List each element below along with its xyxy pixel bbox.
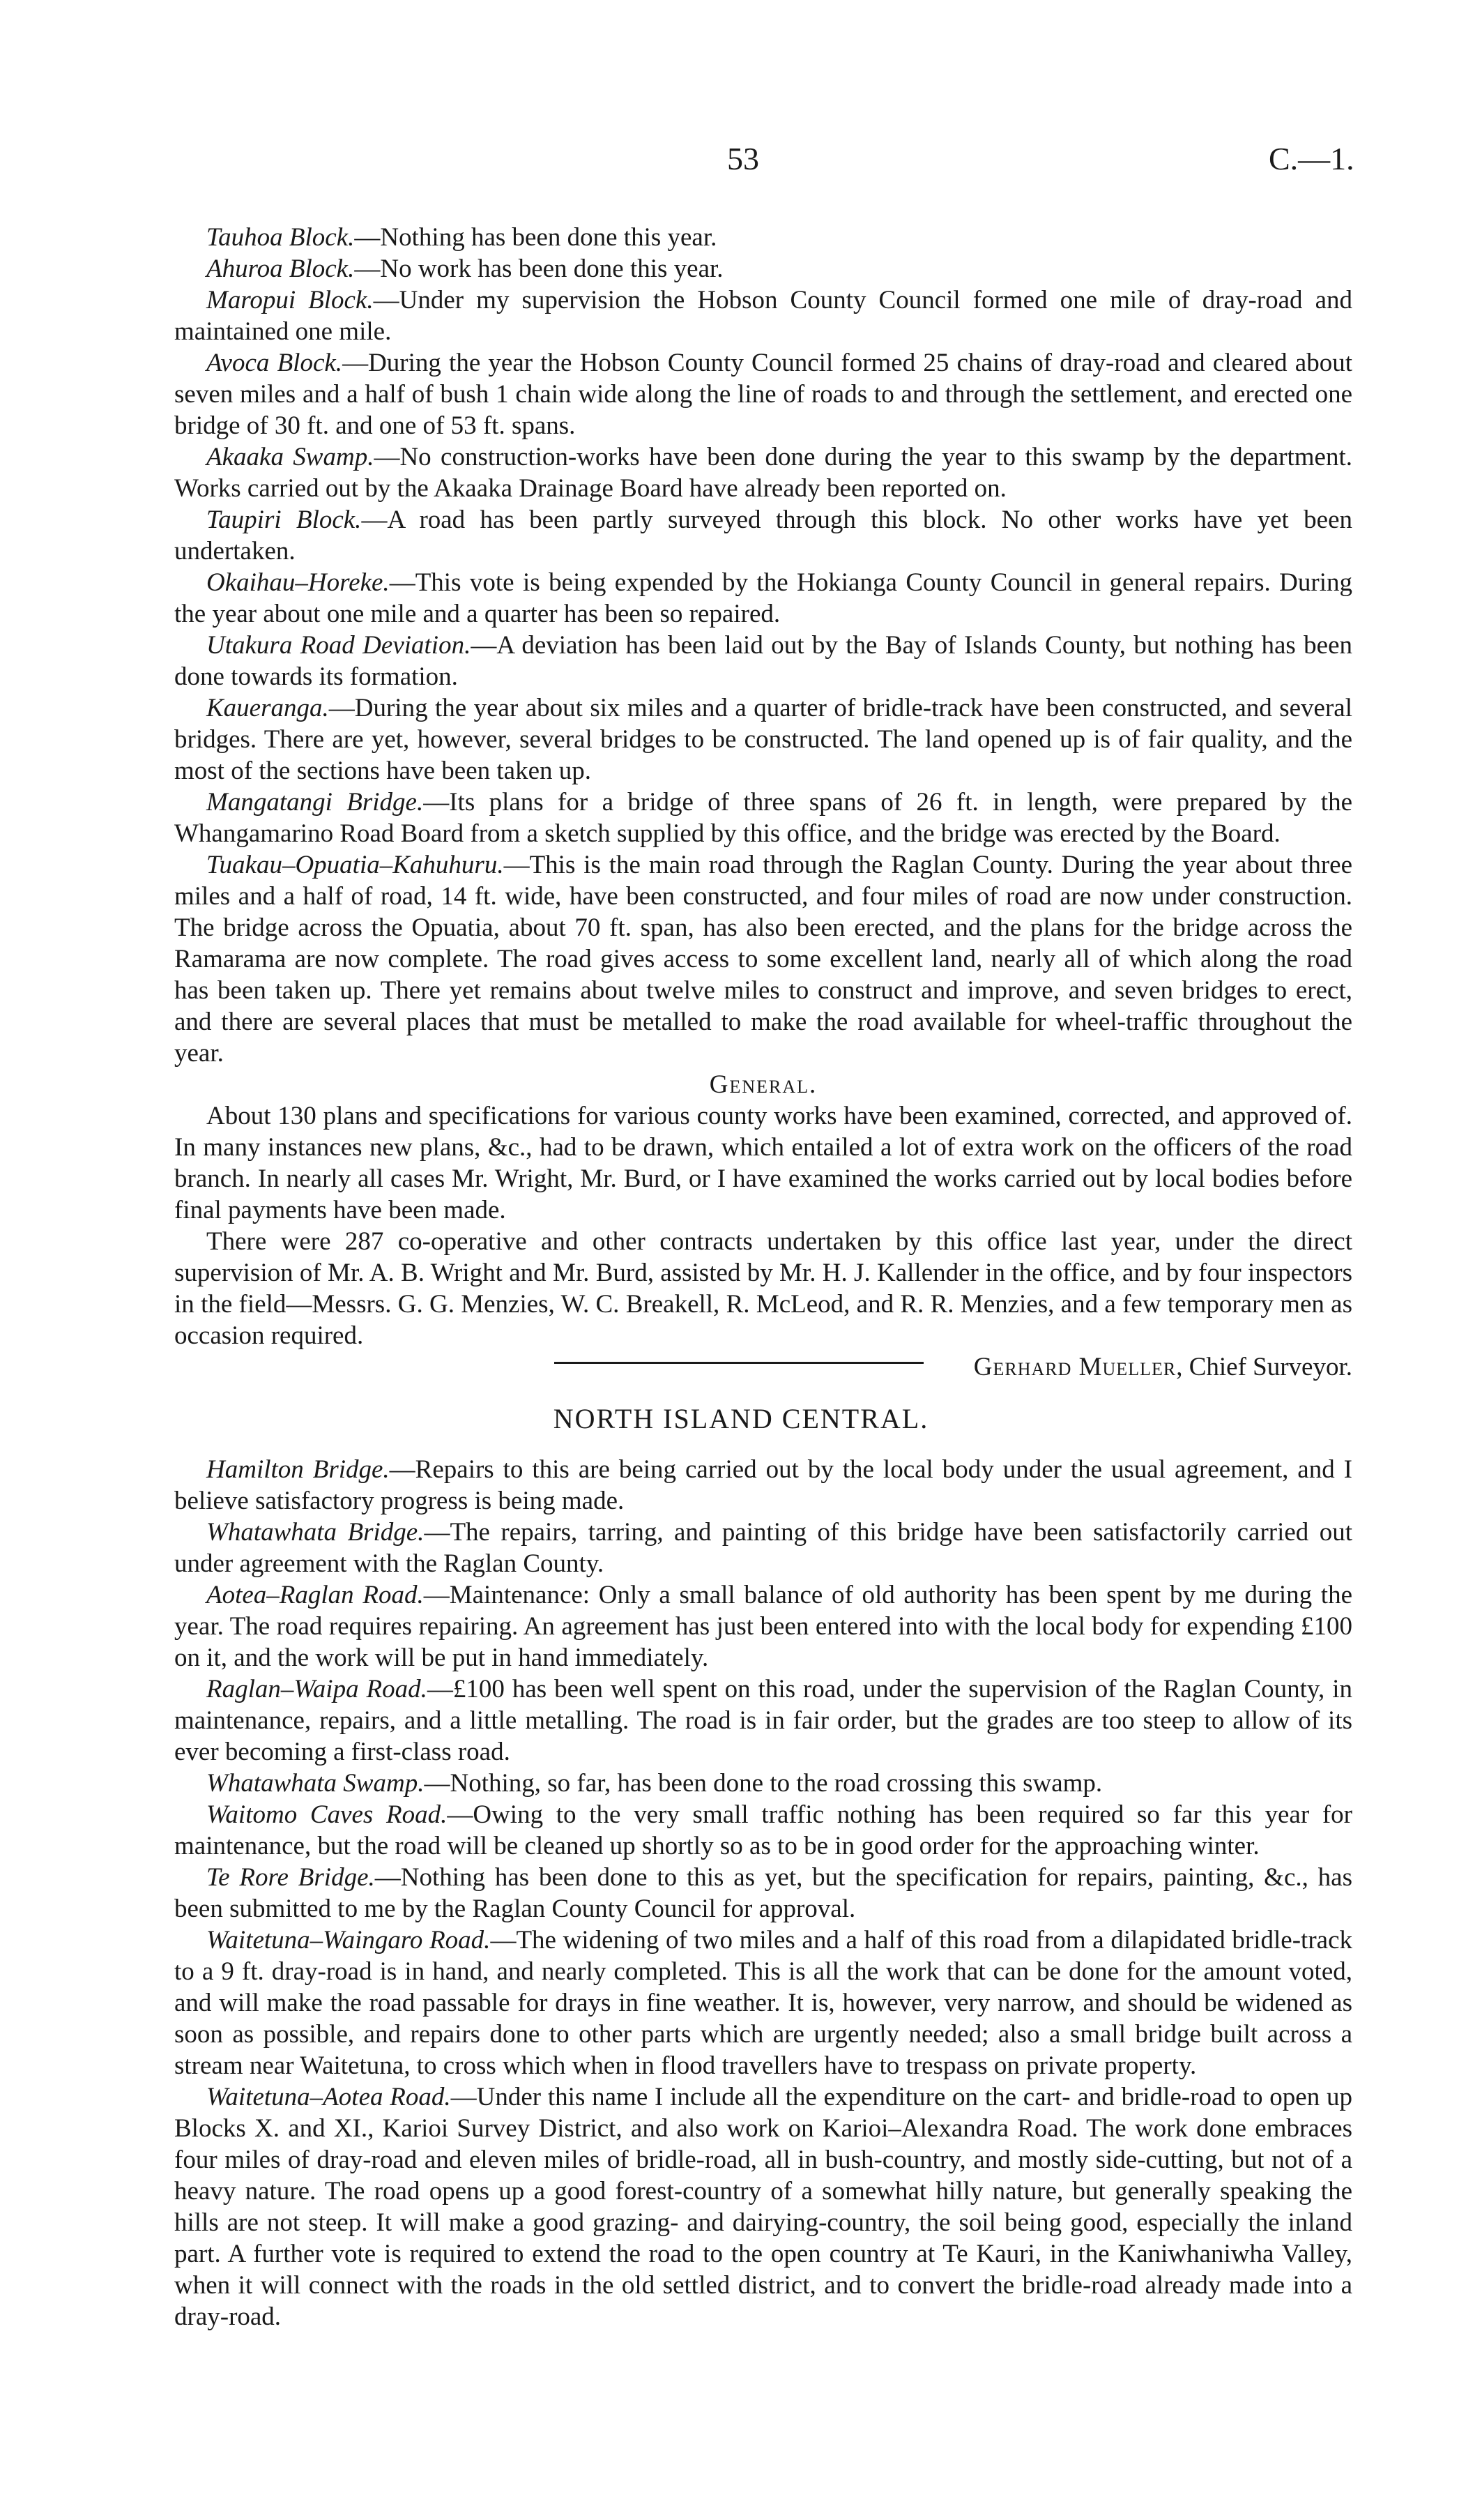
paragraph: [174, 692, 1352, 787]
paragraph-text: —Nothing, so far, has been done to the road crossing this swamp.: [424, 1769, 1103, 1798]
section-divider: [554, 1362, 924, 1364]
paragraph-text: —This is the main road through the Raglan County. During the year about three miles and a half of road, 14 ft. wide, have been constructed, and four miles of road are now under construction. The bridge across the Opuatia, about 70 ft. span, has also been erected, and the plans for the bridge across the Ramarama are now complete. The road gives access to some excellent land, nearly all of which along the road has been taken up. There yet remains about twelve miles to construct and improve, and seven bridges to erect, and there are several places that must be metalled to make the road available for wheel-traffic throughout the year.: [174, 851, 1352, 1068]
paragraph-title: Whatawhata Bridge.: [206, 1518, 425, 1547]
paragraph-text: —£100 has been well spent on this road, under the supervision of the Raglan County, in maintenance, repairs, and a little metalling. The road is in fair order, but the grades are too steep to allow of its ever becoming a first-class road.: [174, 1675, 1352, 1766]
paragraph-title: Hamilton Bridge.: [206, 1455, 390, 1484]
paper-code: C.—1.: [1269, 141, 1354, 176]
paragraph: [174, 253, 1352, 284]
paragraph-title: Waitetuna–Waingaro Road.: [206, 1926, 491, 1954]
paragraph: [174, 504, 1352, 567]
general-paragraph: There were 287 co-operative and other contracts undertaken by this office last year, under the direct supervision of Mr. A. B. Wright and Mr. Burd, assisted by Mr. H. J. Kallender in the office, and by four inspectors in the field—Messrs. G. G. Menzies, W. C. Breakell, R. McLeod, and R. R. Menzies, and a few temporary men as occasion required.: [174, 1227, 1352, 1350]
paragraph-text: —Under this name I include all the expenditure on the cart- and bridle-road to open up Blocks X. and XI., Karioi Survey District, and also work on Karioi–Alexandra Road. The work done embraces four miles of dray-road and eleven miles of bridle-road, all in bush-country, and mostly side-cutting, but not of a heavy nature. The road opens up a good forest-country of a somewhat hilly nature, but generally speaking the hills are not steep. It will make a good grazing- and dairying-country, the soil being good, especially the inland part. A further vote is required to extend the road to the open country at Te Kauri, in the Kaniwhaniwha Valley, when it will connect with the roads in the old settled district, and to convert the bridle-road already made into a dray-road.: [174, 2083, 1352, 2331]
paragraph: [174, 1673, 1352, 1768]
paragraph: [174, 1454, 1352, 1517]
paragraph-title: Tauhoa Block.: [206, 223, 355, 252]
paragraph-text: —The repairs, tarring, and painting of this bridge have been satisfactorily carried out under agreement with the Raglan County.: [174, 1518, 1352, 1578]
paragraph-title: Waitomo Caves Road.: [206, 1800, 448, 1829]
paragraph: [174, 1925, 1352, 2081]
paragraph-title: Okaihau–Horeke.: [206, 568, 390, 597]
section-2: [174, 1454, 1352, 2332]
paragraph-title: Waitetuna–Aotea Road.: [206, 2083, 451, 2111]
paragraph-text: —During the year about six miles and a quarter of bridle-track have been constructed, and several bridges. There are yet, however, several bridges to be constructed. The land opened up is of fair quality, and the most of the sections have been taken up.: [174, 694, 1352, 785]
paragraph: [174, 1768, 1352, 1799]
signature-name: Gerhard Mueller: [973, 1353, 1177, 1381]
paragraph-title: Akaaka Swamp.: [206, 443, 374, 471]
paragraph-title: Taupiri Block.: [206, 506, 362, 534]
paragraph-text: —Nothing has been done this year.: [354, 223, 717, 252]
paragraph: [174, 567, 1352, 630]
paragraph-title: Whatawhata Swamp.: [206, 1769, 425, 1798]
paragraph-text: —No work has been done this year.: [354, 255, 724, 283]
paragraph: [174, 2081, 1352, 2332]
paragraph-text: —During the year the Hobson County Council formed 25 chains of dray-road and cleared about seven miles and a half of bush 1 chain wide along the line of roads to and through the settlement, and erected one bridge of 30 ft. and one of 53 ft. spans.: [174, 349, 1352, 440]
paragraph: [174, 1517, 1352, 1579]
section-2-title: NORTH ISLAND CENTRAL.: [553, 1403, 929, 1434]
paragraph: [174, 222, 1352, 253]
paragraph: [174, 630, 1352, 692]
paragraph-title: Avoca Block.: [206, 349, 343, 377]
paragraph: [174, 1862, 1352, 1925]
paragraph: [174, 441, 1352, 504]
general-heading: General.: [709, 1070, 818, 1099]
paragraph-text: —Repairs to this are being carried out by the local body under the usual agreement, and I believe satisfactory progress is being made.: [174, 1455, 1352, 1515]
paragraph-text: —A road has been partly surveyed through this block. No other works have yet been undertaken.: [174, 506, 1352, 566]
paragraph-title: Te Rore Bridge.: [206, 1863, 375, 1892]
paragraph-text: —A deviation has been laid out by the Bay of Islands County, but nothing has been done towards its formation.: [174, 631, 1352, 691]
paragraph-title: Tuakau–Opuatia–Kahuhuru.: [206, 851, 504, 879]
paragraph-text: —The widening of two miles and a half of this road from a dilapidated bridle-track to a 9 ft. dray-road is in hand, and nearly completed. This is all the work that can be done for the amount voted, and will make the road passable for drays in fine weather. It is, however, very narrow, and should be widened as soon as possible, and repairs done to other parts which are urgently needed; also a small bridge built across a stream near Waitetuna, to cross which when in flood travellers have to trespass on private property.: [174, 1926, 1352, 2080]
paragraph-text: —Under my supervision the Hobson County Council formed one mile of dray-road and maintained one mile.: [174, 286, 1352, 346]
paragraph: [174, 347, 1352, 441]
paragraph-text: —Owing to the very small traffic nothing has been required so far this year for maintenance, but the road will be cleaned up shortly so as to be in good order for the approaching winter.: [174, 1800, 1353, 1860]
paragraph-text: —Its plans for a bridge of three spans of 26 ft. in length, were prepared by the Whangamarino Road Board from a sketch supplied by this office, and the bridge was erected by the Board.: [174, 788, 1353, 848]
paragraph: [174, 849, 1352, 1069]
paragraph-title: Mangatangi Bridge.: [206, 788, 424, 817]
paragraph: [174, 284, 1352, 347]
paragraph-title: Raglan–Waipa Road.: [206, 1675, 427, 1703]
general-paragraph: About 130 plans and specifications for various county works have been examined, corrected, and approved of. In many instances new plans, &c., had to be drawn, which entailed a lot of extra work on the officers of the road branch. In nearly all cases Mr. Wright, Mr. Burd, or I have examined the works carried out by local bodies before final payments have been made.: [174, 1102, 1352, 1224]
paragraph-title: Aotea–Raglan Road.: [206, 1581, 424, 1609]
page-number: 53: [727, 141, 759, 176]
paragraph-title: Utakura Road Deviation.: [206, 631, 471, 660]
section-1: [174, 222, 1352, 1383]
paragraph: [174, 1579, 1352, 1673]
paragraph-text: —Maintenance: Only a small balance of old authority has been spent by me during the year. The road requires repairing. An agreement has just been entered into with the local body for expending £100 on it, and the work will be put in hand immediately.: [174, 1581, 1352, 1672]
paragraph: [174, 1799, 1352, 1862]
paragraph-text: —No construction-works have been done during the year to this swamp by the department. Works carried out by the Akaaka Drainage Board have already been reported on.: [174, 443, 1352, 503]
page-header: [0, 143, 1482, 185]
paragraph-title: Kaueranga.: [206, 694, 329, 722]
paragraph-title: Maropui Block.: [206, 286, 374, 314]
paragraph-title: Ahuroa Block.: [206, 255, 355, 283]
paragraph-text: —Nothing has been done to this as yet, but the specification for repairs, painting, &c., has been submitted to me by the Raglan County Council for approval.: [174, 1863, 1353, 1923]
paragraph: [174, 787, 1352, 849]
signature-title: , Chief Surveyor.: [1176, 1353, 1352, 1381]
paragraph-text: —This vote is being expended by the Hokianga County Council in general repairs. During the year about one mile and a quarter has been so repaired.: [174, 568, 1352, 628]
signature: [174, 1351, 1352, 1383]
